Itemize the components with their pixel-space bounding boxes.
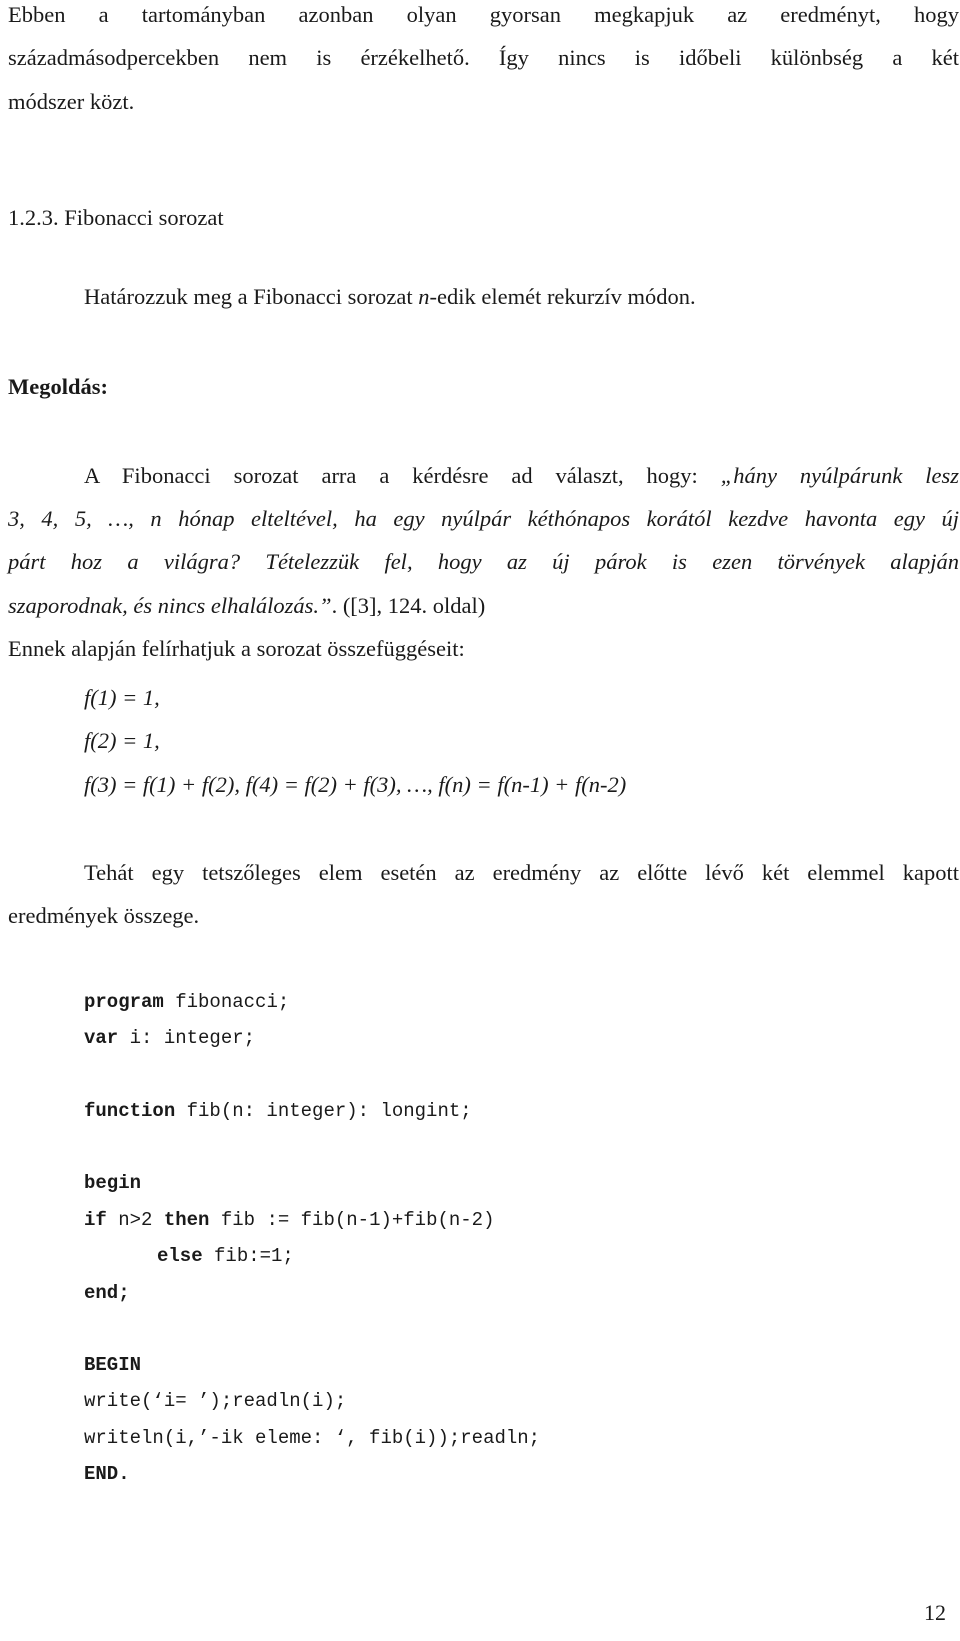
- intro-line-1: Ebben a tartományban azonban olyan gyorsan megkapjuk az eredményt, hogy: [8, 2, 959, 27]
- para-line-4-quote: szaporodnak, és nincs elhalálozás.”: [8, 593, 332, 618]
- code-writeln-line: writeln(i,’-ik eleme: ‘, fib(i));readln;: [84, 1427, 541, 1449]
- formula-recurrence: f(3) = f(1) + f(2), f(4) = f(2) + f(3), …, f(n) = f(n-1) + f(n-2): [84, 772, 627, 797]
- code-if-line: [84, 1207, 494, 1233]
- para-line-1-quote: „hány nyúlpárunk lesz: [720, 463, 960, 488]
- conclusion-line-1: Tehát egy tetszőleges elem esetén az eredmény az előtte lévő két elemmel kapott: [84, 860, 959, 885]
- code-keyword-then: then: [163, 1209, 210, 1231]
- code-then-stmt: fib := fib(n-1)+fib(n-2): [209, 1209, 495, 1231]
- para-line-4-citation: . ([3], 124. oldal): [331, 593, 486, 618]
- intro-line-2: századmásodpercekben nem is érzékelhető. Így nincs is időbeli különbség a két: [8, 45, 959, 70]
- solution-label: Megoldás:: [8, 374, 108, 399]
- task-statement: [84, 282, 960, 312]
- para-line-3: párt hoz a világra? Tételezzük fel, hogy az új párok is ezen törvények alapján: [8, 549, 959, 574]
- code-keyword-if: if: [84, 1209, 107, 1231]
- code-write-line: write(‘i= ’);readln(i);: [84, 1390, 347, 1412]
- section-heading: 1.2.3. Fibonacci sorozat: [8, 205, 224, 230]
- para-line-1: [84, 461, 959, 491]
- code-var-line: [84, 1025, 255, 1051]
- task-prefix: Határozzuk meg a Fibonacci sorozat: [84, 284, 419, 309]
- code-keyword-var: var: [84, 1027, 119, 1049]
- task-suffix: -edik elemét rekurzív módon.: [429, 284, 696, 309]
- relations-intro: Ennek alapján felírhatjuk a sorozat összefüggéseit:: [8, 636, 465, 661]
- code-keyword-else: else: [157, 1245, 203, 1267]
- code-end-line: end;: [84, 1282, 130, 1304]
- para-line-1-plain: A Fibonacci sorozat arra a kérdésre ad választ, hogy:: [84, 463, 721, 488]
- code-main-end: END.: [84, 1463, 130, 1485]
- task-variable: n: [418, 284, 430, 309]
- formula-f1: f(1) = 1,: [84, 685, 160, 710]
- page-number: 12: [924, 1600, 946, 1625]
- code-program-name: fibonacci;: [163, 991, 290, 1013]
- code-else-stmt: fib:=1;: [202, 1245, 294, 1267]
- code-begin-line: begin: [84, 1172, 142, 1194]
- para-line-2: 3, 4, 5, …, n hónap elteltével, ha egy nyúlpár kéthónapos korától kezdve havonta egy új: [8, 506, 959, 531]
- code-function-signature: fib(n: integer): longint;: [175, 1100, 472, 1122]
- code-else-line: [157, 1243, 294, 1269]
- code-if-condition: n>2: [106, 1209, 164, 1231]
- intro-line-3: módszer közt.: [8, 89, 135, 114]
- code-program-line: [84, 989, 289, 1015]
- formula-f2: f(2) = 1,: [84, 728, 160, 753]
- code-function-line: [84, 1098, 472, 1124]
- code-var-decl: i: integer;: [118, 1027, 256, 1049]
- code-keyword-program: program: [84, 991, 164, 1013]
- code-keyword-function: function: [84, 1100, 176, 1122]
- conclusion-line-2: eredmények összege.: [8, 903, 200, 928]
- para-line-4: [8, 591, 960, 621]
- code-main-begin: BEGIN: [84, 1354, 142, 1376]
